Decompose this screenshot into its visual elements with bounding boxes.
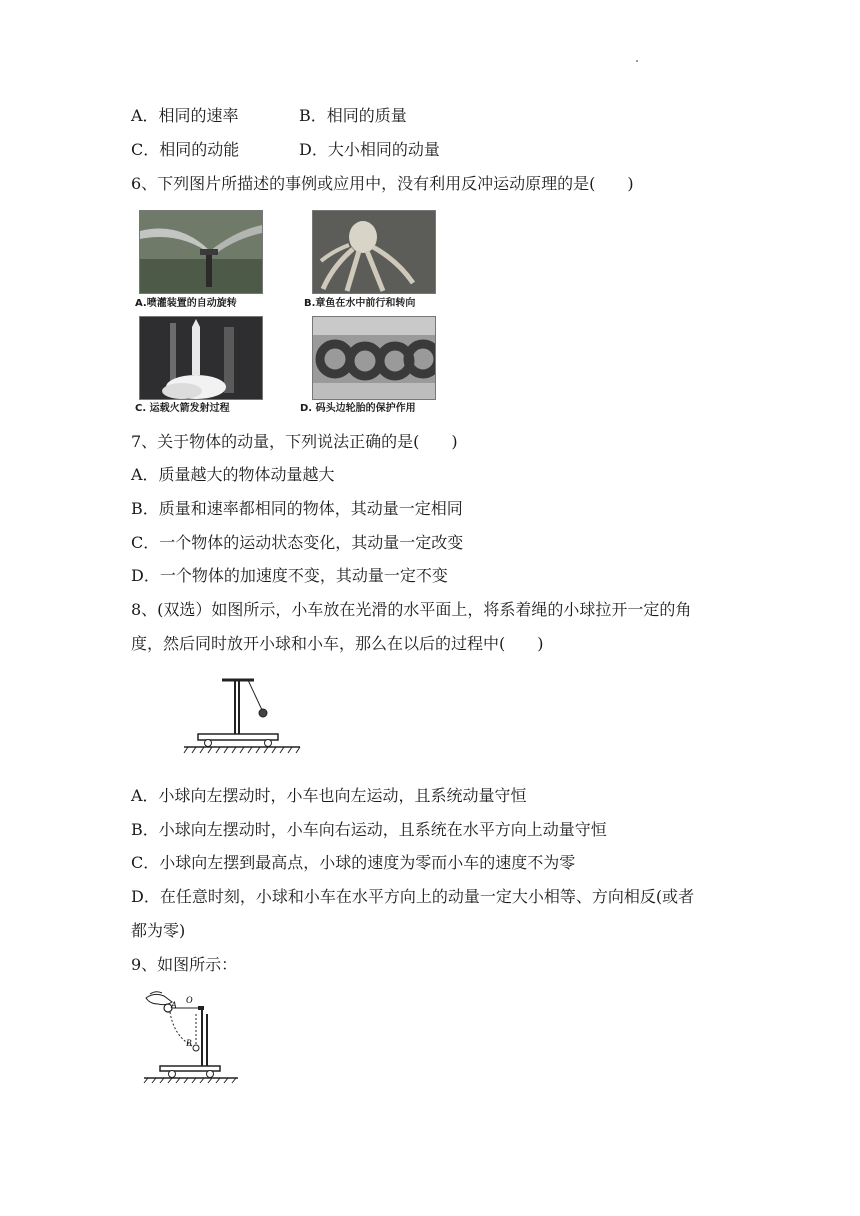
q9-stem: 9、如图所示：	[131, 955, 238, 974]
ball-release-diagram	[140, 988, 244, 1084]
q8-stem-line1: 8、(双选）如图所示，小车放在光滑的水平面上，将系着绳的小球拉开一定的角	[131, 600, 692, 619]
q8-option-c: C．小球向左摆到最高点，小球的速度为零而小车的速度不为零	[131, 853, 576, 872]
page-mark	[636, 60, 638, 62]
q8-option-d-cont: 都为零)	[131, 921, 186, 940]
tires-photo	[312, 316, 436, 400]
q5-option-a: A．相同的速率	[131, 106, 239, 125]
caption-a: A.喷灌装置的自动旋转	[135, 298, 237, 309]
pendulum-cart-diagram	[180, 672, 310, 756]
q7-option-d: D．一个物体的加速度不变，其动量一定不变	[131, 566, 448, 585]
sprinkler-photo	[139, 210, 263, 294]
q7-option-b: B．质量和速率都相同的物体，其动量一定相同	[131, 499, 463, 518]
label-a: A	[171, 1000, 177, 1010]
q5-option-b: B．相同的质量	[299, 106, 407, 125]
q8-option-d: D．在任意时刻，小球和小车在水平方向上的动量一定大小相等、方向相反(或者	[131, 887, 695, 906]
label-b: B	[186, 1038, 192, 1048]
q7-stem: 7、关于物体的动量，下列说法正确的是( )	[131, 432, 458, 451]
octopus-photo	[312, 210, 436, 294]
q8-stem-line2: 度，然后同时放开小球和小车，那么在以后的过程中( )	[131, 634, 544, 653]
caption-d: D. 码头边轮胎的保护作用	[300, 403, 416, 414]
caption-c: C. 运载火箭发射过程	[135, 403, 230, 414]
q7-option-a: A．质量越大的物体动量越大	[131, 465, 335, 484]
q5-option-c: C．相同的动能	[131, 140, 240, 159]
caption-b: B.章鱼在水中前行和转向	[304, 298, 416, 309]
q8-option-b: B．小球向左摆动时，小车向右运动，且系统在水平方向上动量守恒	[131, 820, 607, 839]
q6-stem: 6、下列图片所描述的事例或应用中，没有利用反冲运动原理的是( )	[131, 174, 634, 193]
q7-option-c: C．一个物体的运动状态变化，其动量一定改变	[131, 533, 464, 552]
rocket-photo	[139, 316, 263, 400]
q5-option-d: D．大小相同的动量	[299, 140, 440, 159]
q8-option-a: A．小球向左摆动时，小车也向左运动，且系统动量守恒	[131, 786, 527, 805]
label-o: O	[186, 995, 193, 1005]
